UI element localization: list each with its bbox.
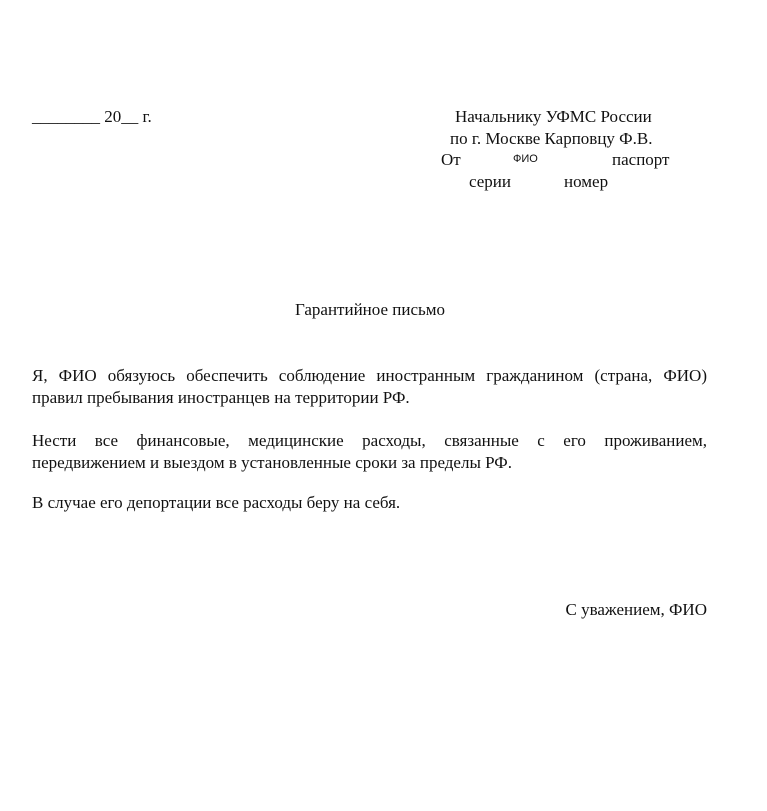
paragraph-expenses: Нести все финансовые, медицинские расходы, связанные с его проживанием, передвижением и выездом в установленные сроки за пределы РФ.	[32, 431, 707, 472]
paragraph-obligation: Я, ФИО обязуюсь обеспечить соблюдение иностранным гражданином (страна, ФИО) правил пребывания иностранцев на территории РФ.	[32, 366, 707, 407]
document-title: Гарантийное письмо	[294, 300, 446, 319]
from-fio: ФИО	[513, 153, 538, 165]
from-label: От	[441, 150, 461, 169]
closing-signature: С уважением, ФИО	[565, 600, 707, 619]
number-label: номер	[564, 172, 609, 191]
paragraph-deportation: В случае его депортации все расходы беру на себя.	[32, 493, 401, 512]
recipient-line-1: Начальнику УФМС России	[455, 107, 652, 126]
passport-label: паспорт	[612, 150, 670, 169]
recipient-line-2: по г. Москве Карповцу Ф.В.	[450, 129, 653, 148]
date-line: ________ 20__ г.	[32, 107, 152, 126]
series-label: серии	[469, 172, 511, 191]
